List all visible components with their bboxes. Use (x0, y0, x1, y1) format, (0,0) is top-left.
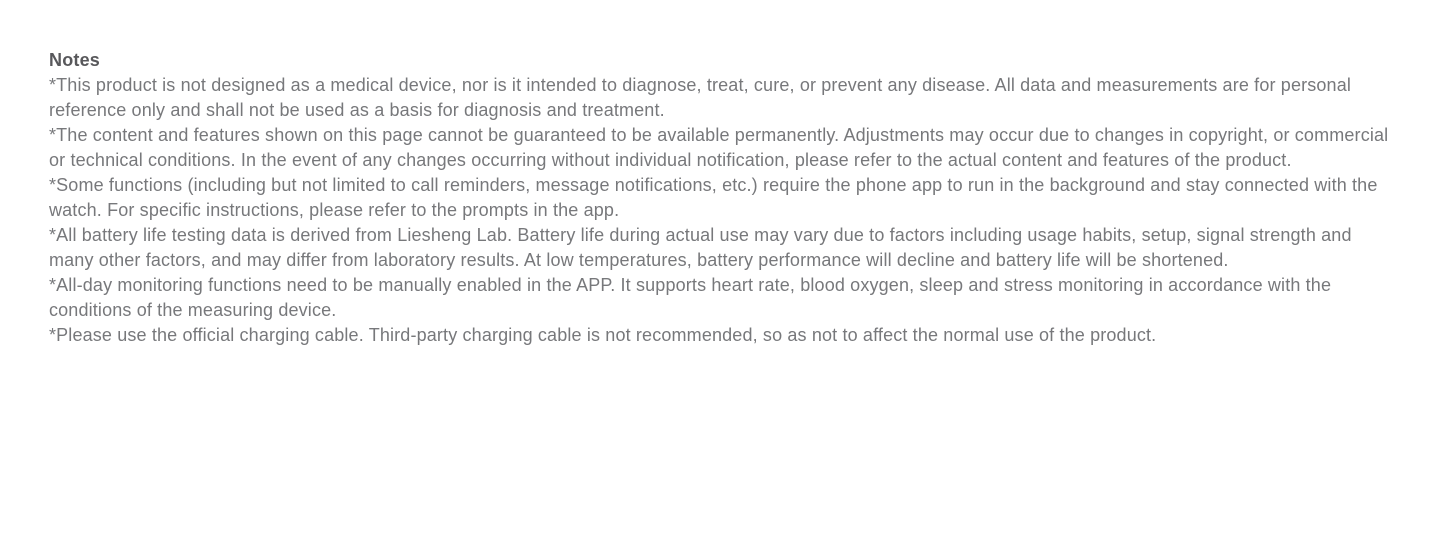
note-paragraph-content-availability: *The content and features shown on this page cannot be guaranteed to be available permanently. Adjustments may occur due to changes in copyright, or commercial or technical conditions. In the event of any changes occurring without individual notification, please refer to the actual content and features of the product. (49, 125, 1389, 170)
notes-heading: Notes (49, 50, 101, 70)
note-paragraph-medical-disclaimer: *This product is not designed as a medical device, nor is it intended to diagnose, treat, cure, or prevent any disease. All data and measurements are for personal reference only and shall not be used as a basis for diagnosis and treatment. (49, 75, 1352, 120)
note-paragraph-battery-life: *All battery life testing data is derived from Liesheng Lab. Battery life during actual use may vary due to factors including usage habits, setup, signal strength and many other factors, and may differ from laboratory results. At low temperatures, battery performance will decline and battery life will be shortened. (49, 225, 1352, 270)
note-paragraph-background-app-functions: *Some functions (including but not limited to call reminders, message notifications, etc.) require the phone app to run in the background and stay connected with the watch. For specific instructions, please refer to the prompts in the app. (49, 175, 1378, 220)
note-paragraph-charging-cable: *Please use the official charging cable. Third-party charging cable is not recommended, so as not to affect the normal use of the product. (49, 325, 1157, 345)
note-paragraph-all-day-monitoring: *All-day monitoring functions need to be manually enabled in the APP. It supports heart rate, blood oxygen, sleep and stress monitoring in accordance with the conditions of the measuring device. (49, 275, 1332, 320)
